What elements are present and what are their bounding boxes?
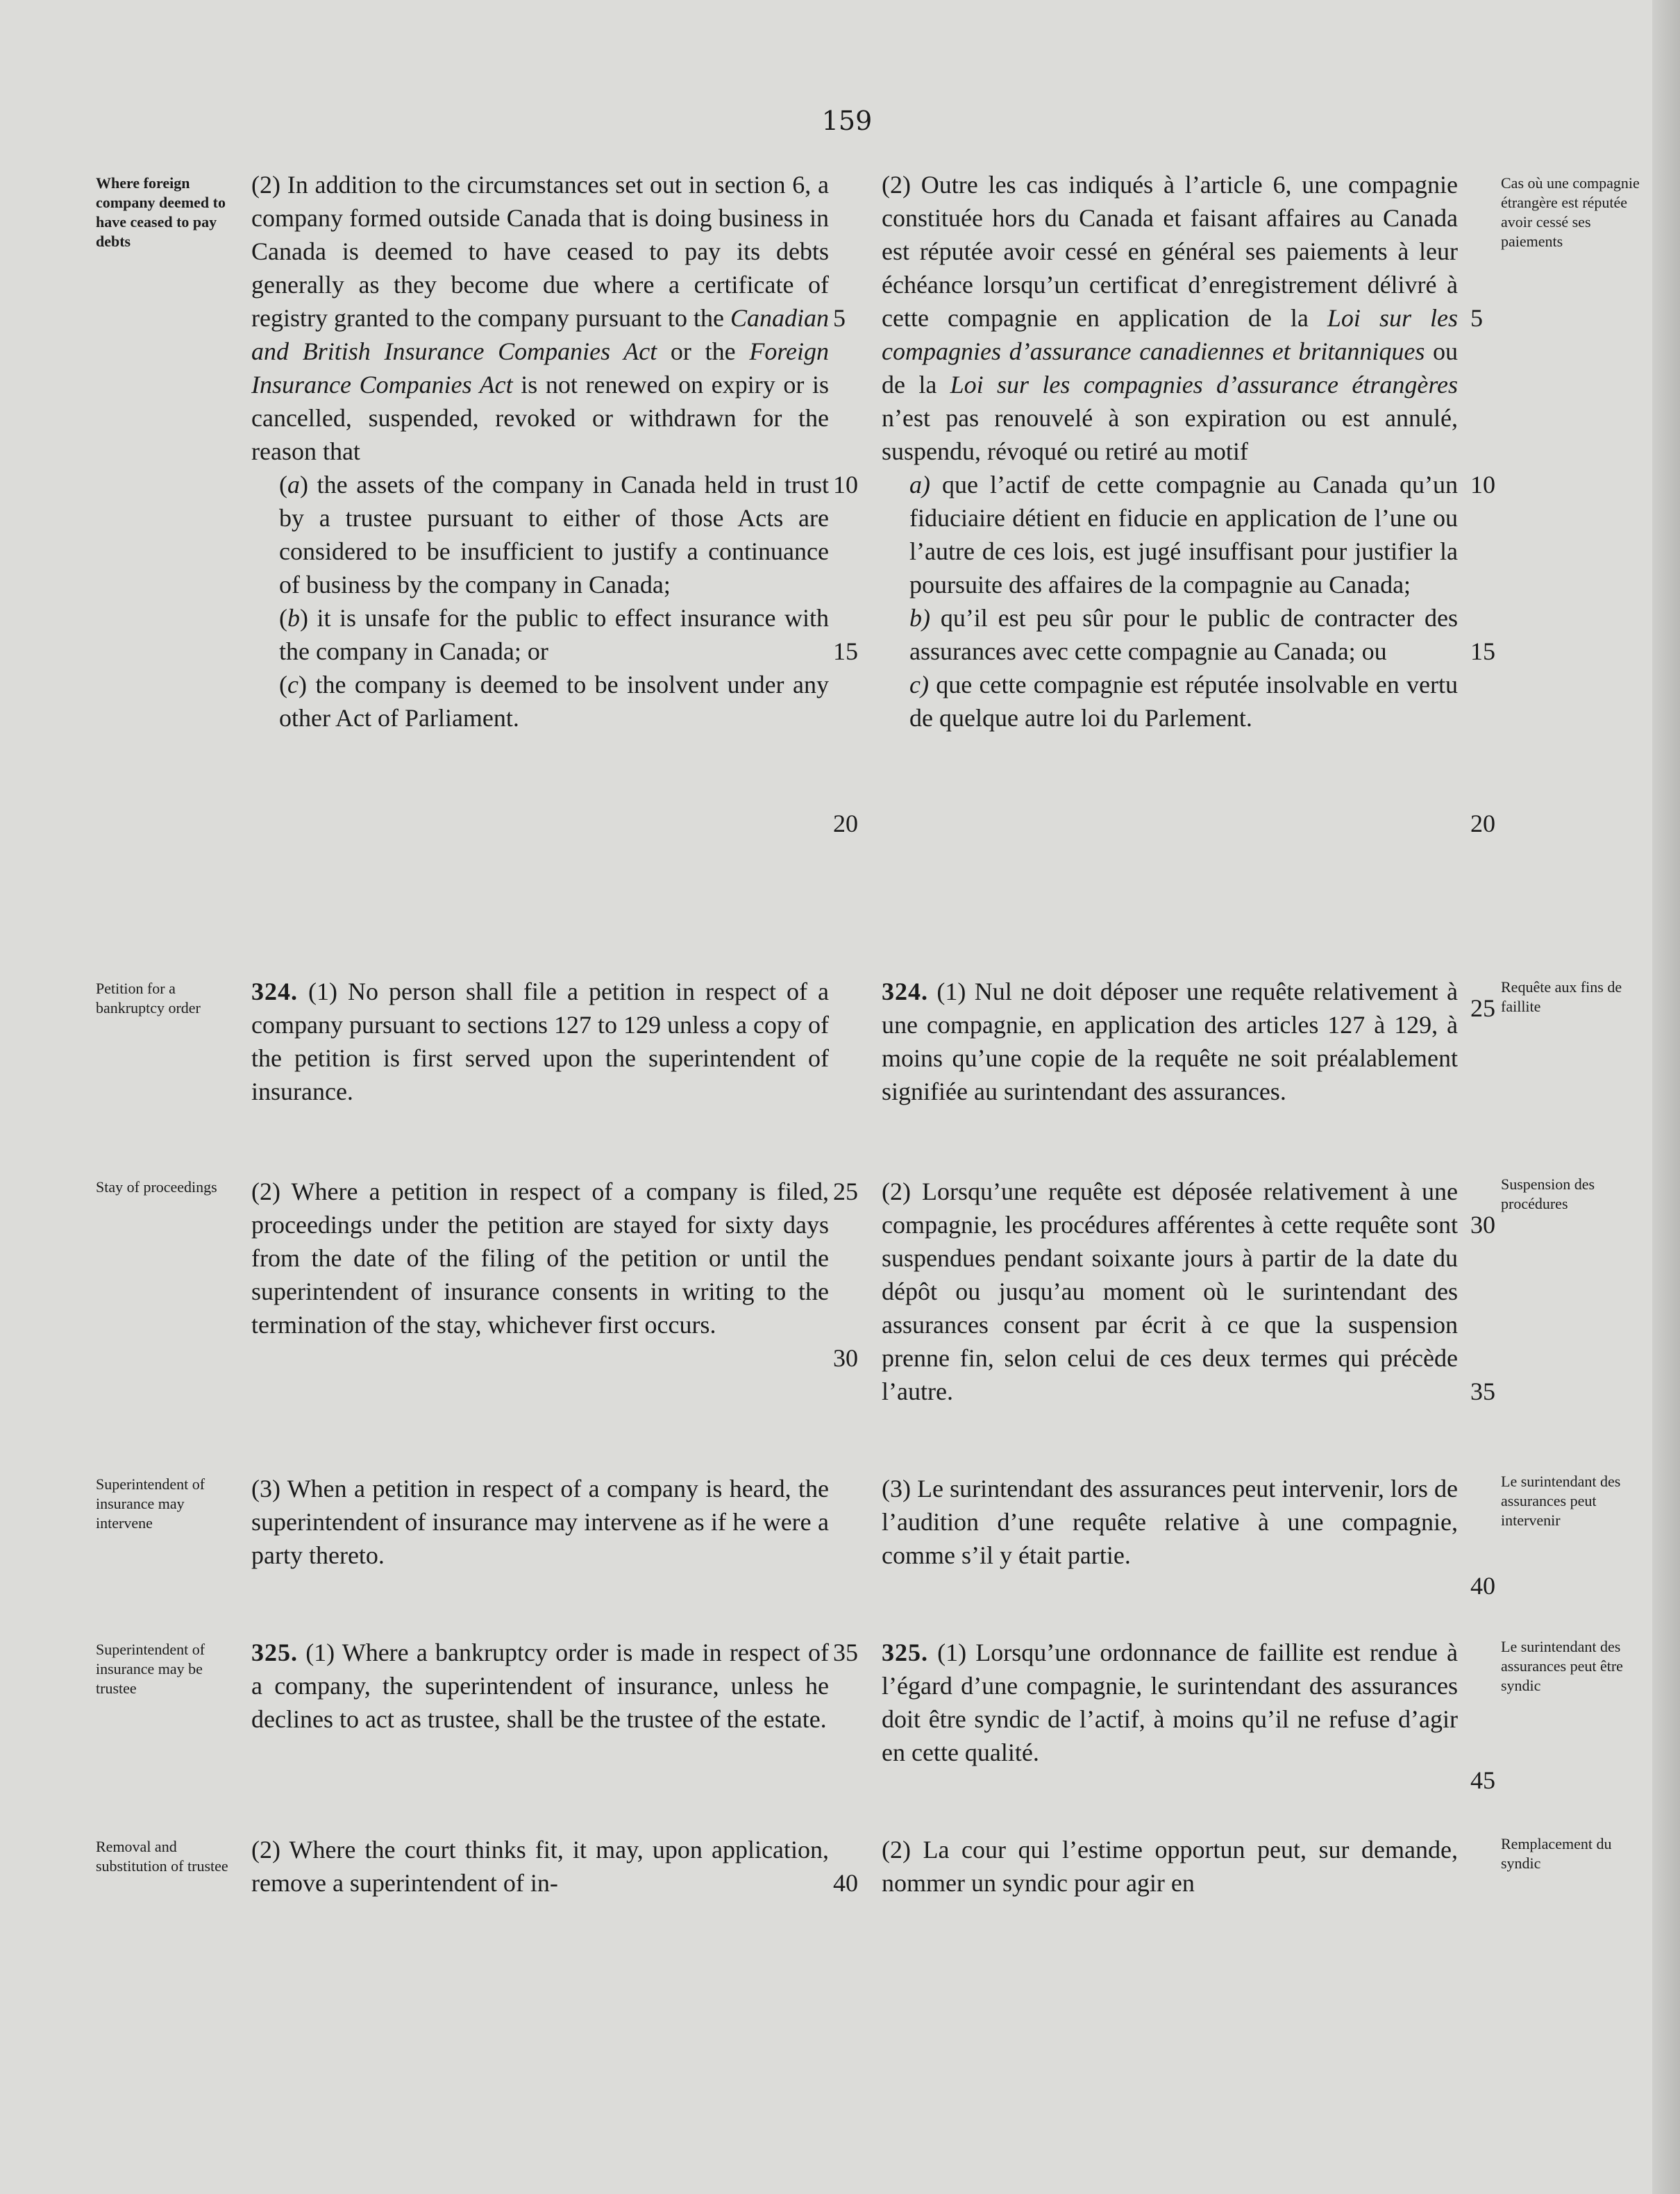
line-number: 15: [1470, 637, 1495, 665]
margin-note-foreign-company: Where foreign company deemed to have ceased to pay debts: [96, 174, 226, 250]
margin-note-removal: Removal and substitution of trustee: [96, 1838, 228, 1875]
section-text: (2) Where the court thinks fit, it may, upon application, remove a superintendent of in-: [251, 1836, 829, 1897]
text-fragment: or the: [657, 337, 750, 365]
section-number: 324.: [251, 978, 298, 1005]
section-text: (2) La cour qui l’estime opportun peut, sur demande, nommer un syndic pour agir en: [882, 1836, 1458, 1897]
line-number: 40: [833, 1869, 858, 1897]
line-number: 30: [833, 1344, 858, 1372]
line-number: 10: [833, 471, 858, 499]
text-fragment: (2) Outre les cas indiqués à l’article 6, une compagnie constituée hors du Canada et faisant affaires au Canada est réputée avoir cessé en général ses paiements à leur échéance lorsqu’un certificat d’enregistrement délivré à cette compagnie en application de la: [882, 171, 1458, 332]
line-number: 25: [1470, 994, 1495, 1022]
english-p1: (2) In addition to the circumstances set out in section 6, a company formed outside Canada that is doing business in Canada is deemed to have ceased to pay its debts generally as they become due where a certificate of registry granted to the company pursuant to the Canadian and British Insurance Companies Act or the Foreign Insurance Companies Act is not renewed on expiry or is cancelled, suspended, revoked or withdrawn for the reason that (a) the assets of the company in Canada held in trust by a trustee pursuant to either of those Acts are considered to be insufficient to justify a continuance of business by the company in Canada; (b) it is unsafe for the public to effect insurance with the company in Canada; or (c) the company is deemed to be insolvent under any other Act of Parliament.: [251, 171, 829, 732]
line-number: 30: [1470, 1211, 1495, 1239]
margin-note-petition: Petition for a bankruptcy order: [96, 980, 201, 1016]
line-number: 15: [833, 637, 858, 665]
para-label: a): [909, 471, 930, 499]
line-number: 10: [1470, 471, 1495, 499]
french-s324-1: [882, 975, 1458, 1108]
section-text: (1) No person shall file a petition in respect of a company pursuant to sections 127 to 129 unless a copy of the petition is first served upon the superintendent of insurance.: [251, 978, 829, 1105]
act-title: Foreign Insurance Companies Act: [251, 337, 829, 399]
para-text: qu’il est peu sûr pour le public de contracter des assurances avec cette compagnie au Canada; ou: [909, 604, 1458, 665]
french-s325-2: [882, 1833, 1458, 1900]
act-title: Loi sur les compagnies d’assurance canadiennes et britanniques: [882, 304, 1458, 365]
para-text: the company is deemed to be insolvent under any other Act of Parliament.: [279, 671, 829, 732]
para-text: que l’actif de cette compagnie au Canada qu’un fiduciaire détient en fiducie en application de l’une ou l’autre de ces lois, est jugé insuffisant pour justifier la poursuite des affaires de la compagnie au Canada;: [909, 471, 1458, 598]
margin-note-syndic: Le surintendant des assurances peut être syndic: [1501, 1638, 1623, 1694]
section-text: (3) When a petition in respect of a company is heard, the superintendent of insurance may intervene as if he were a party thereto.: [251, 1475, 829, 1569]
french-s324-3: [882, 1472, 1458, 1572]
section-number: 324.: [882, 978, 928, 1005]
english-s324-1: [251, 975, 829, 1108]
para-label: b: [287, 604, 300, 632]
line-number: 5: [1470, 304, 1483, 332]
section-text: (2) Lorsqu’une requête est déposée relativement à une compagnie, les procédures afférentes à cette requête sont suspendues pendant soixante jours à partir de la date du dépôt ou jusqu’au moment où le surintendant des assurances consent par écrit à ce que la suspension prenne fin, selon celui de ces deux termes qui précède l’autre.: [882, 1178, 1458, 1405]
margin-note-intervene: Superintendent of insurance may intervene: [96, 1475, 205, 1532]
text-fragment: ou de la: [882, 337, 1458, 399]
english-s325-1: [251, 1636, 829, 1736]
margin-note-cas-compagnie: Cas où une compagnie étrangère est réputée avoir cessé ses paiements: [1501, 174, 1640, 250]
para-text: the assets of the company in Canada held in trust by a trustee pursuant to either of those Acts are considered to be insufficient to justify a continuance of business by the company in Canada;: [279, 471, 829, 598]
section-text: (1) Where a bankruptcy order is made in respect of a company, the superintendent of insurance, unless he declines to act as trustee, shall be the trustee of the estate.: [251, 1639, 829, 1733]
french-p1: [882, 168, 1458, 735]
french-s324-2: [882, 1175, 1458, 1408]
text-fragment: (2) In addition to the circumstances set out in section 6, a company formed outside Canada that is doing business in Canada is deemed to have ceased to pay its debts generally as they become due where a certificate of registry granted to the company pursuant to the: [251, 171, 829, 332]
para-label: b): [909, 604, 930, 632]
page-number: 159: [821, 106, 873, 136]
margin-note-stay: Stay of proceedings: [96, 1178, 217, 1196]
english-s324-3: [251, 1472, 829, 1572]
para-label: c): [909, 671, 929, 698]
text-fragment: is not renewed on expiry or is cancelled, suspended, revoked or withdrawn for the reason that: [251, 371, 829, 465]
para-text: que cette compagnie est réputée insolvable en vertu de quelque autre loi du Parlement.: [909, 671, 1458, 732]
margin-note-suspension: Suspension des procédures: [1501, 1175, 1595, 1212]
margin-note-remplacement: Remplacement du syndic: [1501, 1835, 1612, 1872]
line-number: 40: [1470, 1572, 1495, 1600]
page-edge-shadow: [1652, 0, 1680, 2194]
line-number: 35: [1470, 1377, 1495, 1405]
act-title: Canadian and British Insurance Companies Act: [251, 304, 829, 365]
line-number: 35: [833, 1639, 858, 1666]
english-s325-2: [251, 1833, 829, 1900]
line-number: 45: [1470, 1766, 1495, 1794]
line-number: 20: [833, 810, 858, 837]
section-text: (3) Le surintendant des assurances peut intervenir, lors de l’audition d’une requête relative à une compagnie, comme s’il y était partie.: [882, 1475, 1458, 1569]
para-text: it is unsafe for the public to effect insurance with the company in Canada; or: [279, 604, 829, 665]
para-label: a: [287, 471, 300, 499]
section-number: 325.: [882, 1639, 928, 1666]
act-title: Loi sur les compagnies d’assurance étrangères: [950, 371, 1458, 399]
margin-note-trustee: Superintendent of insurance may be trustee: [96, 1641, 205, 1697]
french-s325-1: [882, 1636, 1458, 1769]
line-number: 25: [833, 1178, 858, 1205]
section-text: (1) Lorsqu’une ordonnance de faillite est rendue à l’égard d’une compagnie, le surintendant des assurances doit être syndic de l’actif, à moins qu’il ne refuse d’agir en cette qualité.: [882, 1639, 1458, 1766]
line-number: 20: [1470, 810, 1495, 837]
section-number: 325.: [251, 1639, 298, 1666]
margin-note-intervenir: Le surintendant des assurances peut intervenir: [1501, 1473, 1621, 1529]
english-s324-2: [251, 1175, 829, 1341]
section-text: (2) Where a petition in respect of a company is filed, proceedings under the petition are stayed for sixty days from the date of the filing of the petition or until the superintendent of insurance consents in writing to the termination of the stay, whichever first occurs.: [251, 1178, 829, 1339]
para-label: c: [287, 671, 299, 698]
text-fragment: n’est pas renouvelé à son expiration ou est annulé, suspendu, révoqué ou retiré au motif: [882, 404, 1458, 465]
section-text: (1) Nul ne doit déposer une requête relativement à une compagnie, en application des articles 127 à 129, à moins qu’une copie de la requête ne soit préalablement signifiée au surintendant des assurances.: [882, 978, 1458, 1105]
line-number: 5: [833, 304, 846, 332]
margin-note-requete: Requête aux fins de faillite: [1501, 978, 1622, 1015]
